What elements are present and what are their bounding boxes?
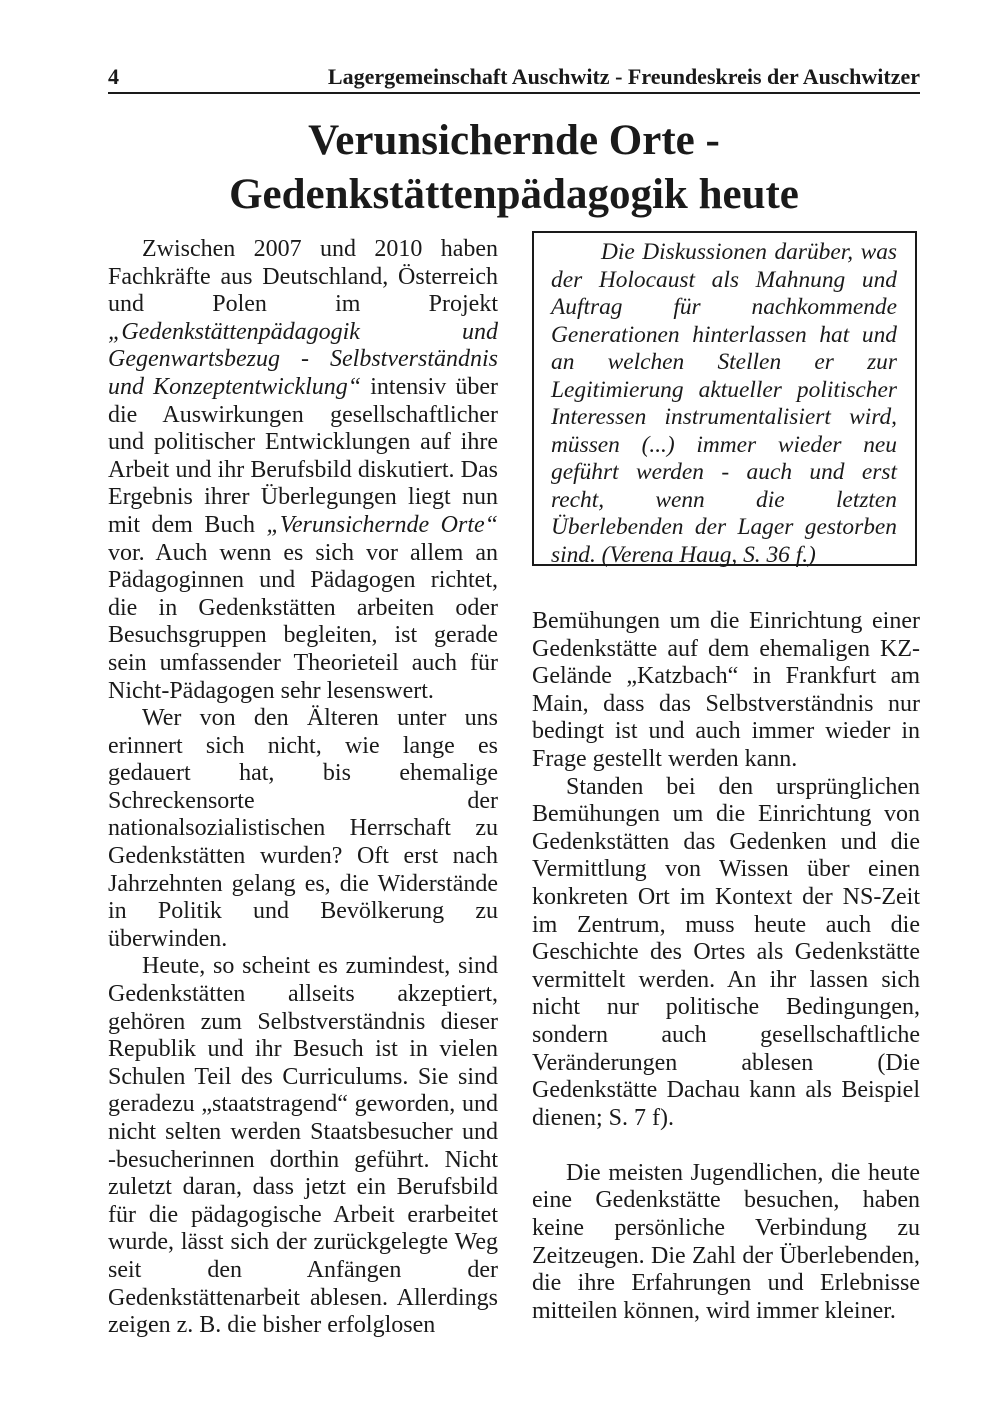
paragraph-text: intensiv über die Auswirkungen gesellschaftlicher und politischer Entwicklungen auf ihre Arbeit und ihr Berufsbild diskutiert. Das Ergebnis ihrer Überlegungen liegt nun mit dem Buch [108, 373, 498, 538]
book-title: „Verunsichernde Orte“ [266, 511, 499, 538]
paragraph: Heute, so scheint es zumindest, sind Gedenkstätten allseits akzeptiert, gehören zum Selbstverständnis dieser Republik und ihr Besuch ist in vielen Schulen Teil des Curriculums. Sie sind geradezu „staatstragend“ geworden, und nicht selten werden Staatsbesucher und -besucherinnen dorthin geführt. Nicht zuletzt daran, dass jetzt ein Berufsbild für die pädagogische Arbeit erarbeitet wurde, lässt sich der zurückgelegte Weg seit den Anfängen der Gedenkstättenarbeit ablesen. Allerdings zeigen z. B. die bisher erfolglosen [108, 953, 498, 1339]
page-number: 4 [108, 64, 119, 89]
article-title [108, 114, 920, 222]
paragraph-text: vor. Auch wenn es sich vor allem an Pädagoginnen und Pädagogen richtet, die in Gedenkstätten arbeiten oder Besuchsgruppen begleiten, ist gerade sein umfassender Theorieteil auch für Nicht-Pädagogen sehr lesenswert. [108, 539, 498, 704]
right-column [532, 608, 920, 1325]
paragraph: Bemühungen um die Einrichtung einer Gedenkstätte auf dem ehemaligen KZ-Gelände „Katzbach“ in Frankfurt am Main, dass das Selbstverständnis nur bedingt ist und auch immer wieder in Frage gestellt werden kann. [532, 608, 920, 772]
paragraph [108, 236, 498, 705]
paragraph: Wer von den Älteren unter uns erinnert sich nicht, wie lange es gedauert hat, bis ehemalige Schreckensorte der nationalsozialistischen Herrschaft zu Gedenkstätten wurden? Oft erst nach Jahrzehnten gelang es, die Widerstände in Politik und Bevölkerung zu überwinden. [108, 705, 498, 952]
left-column [108, 236, 498, 1340]
pull-quote-text: Die Diskussionen darüber, was der Holocaust als Mahnung und Auftrag für nachkommende Generationen hinterlassen hat und an welchen Stellen er zur Legitimierung aktueller politischer Interessen instrumentalisiert wird, müssen (...) immer wieder neu geführt werden - auch und erst recht, wenn die letzten Überlebenden der Lager gestorben sind. (Verena Haug, S. 36 f.) [551, 239, 897, 568]
paragraph-text: Zwischen 2007 und 2010 haben Fachkräfte aus Deutschland, Österreich und Polen im Projekt [108, 236, 498, 318]
paragraph: Die meisten Jugendlichen, die heute eine Gedenkstätte besuchen, haben keine persönliche Verbindung zu Zeitzeugen. Die Zahl der Überlebenden, die ihre Erfahrungen und Erlebnisse mitteilen können, wird immer kleiner. [532, 1159, 920, 1324]
pull-quote-box [532, 231, 917, 566]
journal-title: Lagergemeinschaft Auschwitz - Freundeskreis der Auschwitzer [327, 64, 920, 89]
paragraph: Standen bei den ursprünglichen Bemühungen um die Einrichtung von Gedenkstätten das Gedenken und die Vermittlung von Wissen über einen konkreten Ort im Kontext der NS-Zeit im Zentrum, muss heute auch die Geschichte des Ortes als Gedenkstätte vermittelt werden. An ihr lassen sich nicht nur politische Bedingungen, sondern auch gesellschaftliche Veränderungen ablesen (Die Gedenkstätte Dachau kann als Beispiel dienen; S. 7 f). [532, 773, 920, 1131]
project-title: „Gedenkstättenpädagogik und Gegenwartsbezug - Selbstverständnis und Konzeptentwicklung“ [108, 318, 498, 400]
page-header [108, 62, 920, 94]
article-title-line-1: Verunsichernde Orte - [308, 117, 720, 164]
article-title-line-2: Gedenkstättenpädagogik heute [229, 171, 799, 218]
